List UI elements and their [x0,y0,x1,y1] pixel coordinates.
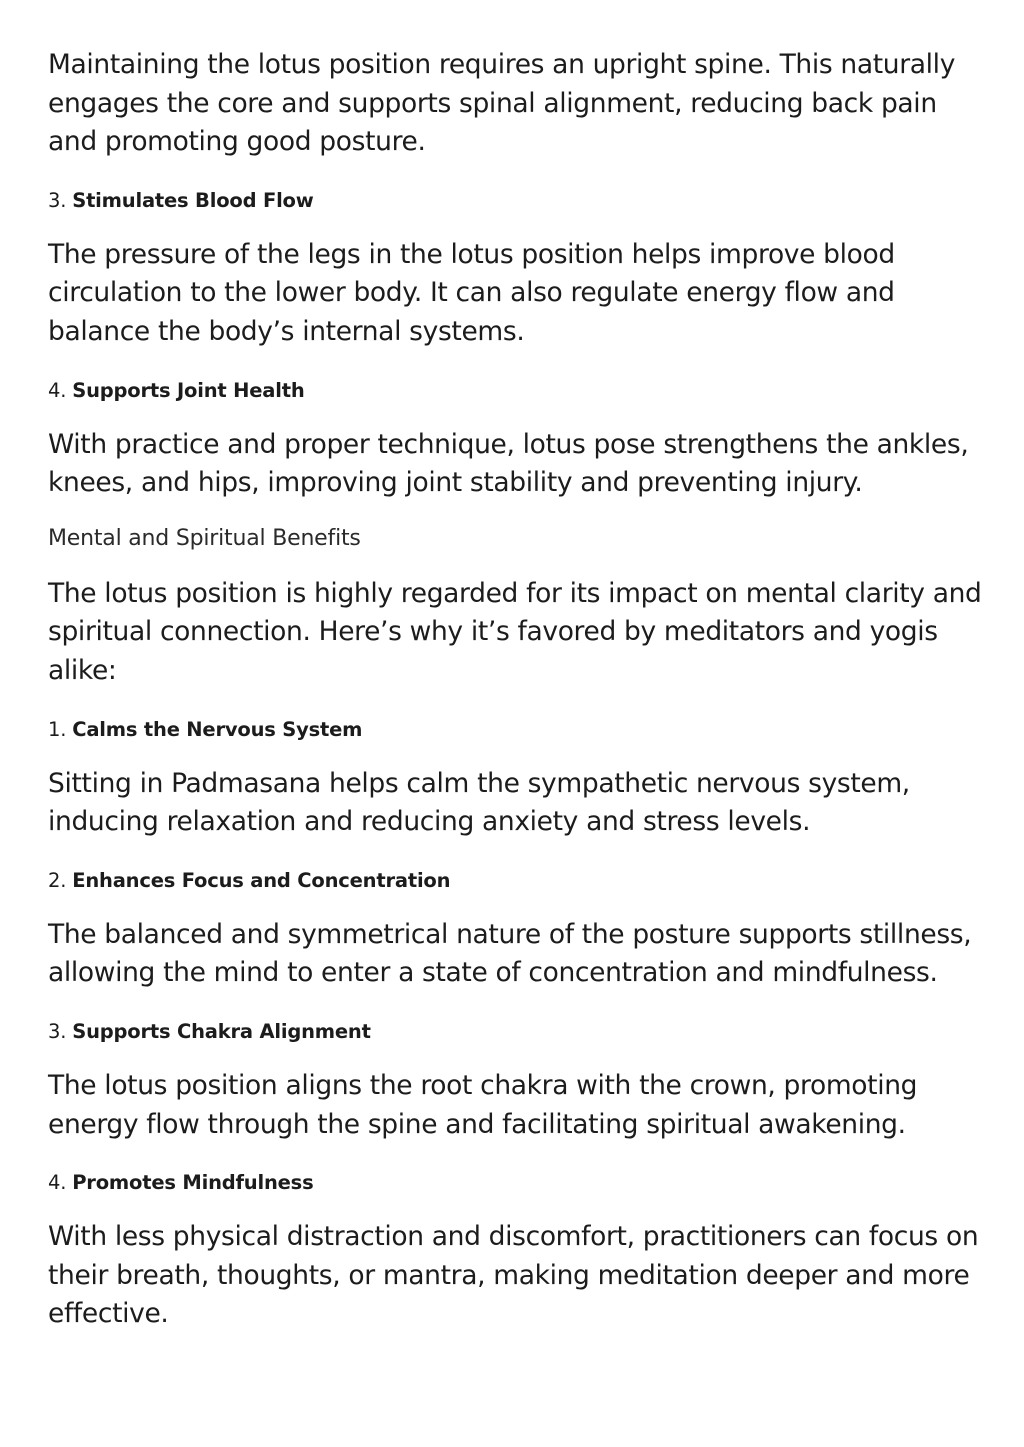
item-number: 1. [48,717,67,741]
item-title: Stimulates Blood Flow [72,188,314,212]
benefit-item-focus [48,868,988,894]
nervous-system-paragraph: Sitting in Padmasana helps calm the sympathetic nervous system, inducing relaxation and reducing anxiety and stress levels. [48,767,910,838]
item-title: Supports Joint Health [72,378,305,402]
item-number: 3. [48,1019,67,1043]
benefit-item-joint-health [48,378,988,404]
section-heading: Mental and Spiritual Benefits [48,525,361,551]
article-body [48,46,988,1334]
joint-health-paragraph: With practice and proper technique, lotus pose strengthens the ankles, knees, and hips, improving joint stability and preventing injury. [48,428,969,499]
item-number: 3. [48,188,67,212]
blood-flow-paragraph: The pressure of the legs in the lotus position helps improve blood circulation to the lower body. It can also regulate energy flow and balance the body’s internal systems. [48,238,895,347]
focus-paragraph: The balanced and symmetrical nature of the posture supports stillness, allowing the mind to enter a state of concentration and mindfulness. [48,918,972,989]
benefit-item-nervous-system [48,717,988,743]
benefit-item-chakra [48,1019,988,1045]
item-title: Supports Chakra Alignment [72,1019,371,1043]
item-title: Promotes Mindfulness [72,1171,314,1195]
item-title: Calms the Nervous System [72,717,363,741]
item-number: 2. [48,868,67,892]
chakra-paragraph: The lotus position aligns the root chakra with the crown, promoting energy flow through the spine and facilitating spiritual awakening. [48,1069,918,1140]
item-title: Enhances Focus and Concentration [72,868,451,892]
benefit-item-blood-flow [48,188,988,214]
benefit-item-mindfulness [48,1170,988,1196]
mindfulness-paragraph: With less physical distraction and discomfort, practitioners can focus on their breath, thoughts, or mantra, making meditation deeper and more effective. [48,1221,979,1330]
mental-intro-paragraph: The lotus position is highly regarded for its impact on mental clarity and spiritual connection. Here’s why it’s favored by meditators and yogis alike: [48,577,982,686]
item-number: 4. [48,378,67,402]
posture-paragraph: Maintaining the lotus position requires an upright spine. This naturally engages the core and supports spinal alignment, reducing back pain and promoting good posture. [48,49,956,158]
item-number: 4. [48,1171,67,1195]
